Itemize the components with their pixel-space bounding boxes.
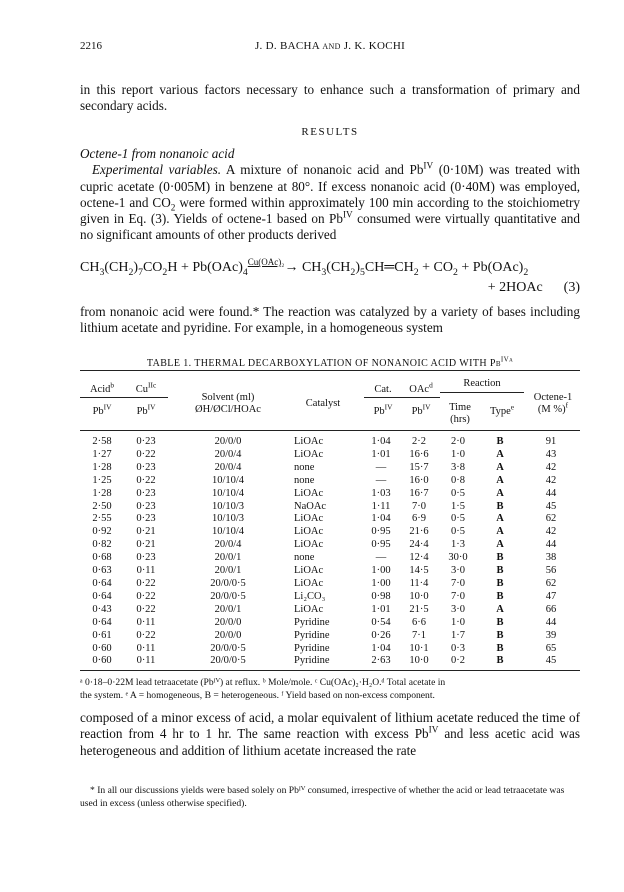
cell-oac: 16·6 [409, 448, 429, 460]
table-row [80, 591, 580, 604]
cell-catalyst: LiOAc [294, 487, 324, 499]
cell-cu: 0·23 [136, 500, 156, 512]
cell-solvent: 10/10/4 [211, 487, 245, 499]
header-oac: OAc$^d$ [409, 380, 433, 395]
cell-catalyst: LiOAc [294, 436, 324, 447]
running-head: J. D. BACHA and J. K. KOCHI [254, 40, 406, 52]
cell-cu: 0·23 [136, 552, 156, 564]
header-cu: $Cu^{IIc}$ [135, 380, 157, 395]
cell-type: A [496, 474, 504, 486]
cell-cat: 1·03 [371, 487, 391, 499]
header-rule-left [80, 397, 168, 398]
cell-cu: 0·22 [136, 629, 156, 641]
cell-octene: 56 [545, 565, 557, 577]
cell-catalyst: Pyridine [294, 655, 330, 667]
cell-cat: 1·01 [371, 448, 391, 460]
data-table [80, 436, 580, 668]
table-row [80, 655, 580, 668]
header-pb-2: $Pb^{IV}$ [136, 402, 156, 417]
cell-solvent: 20/0/1 [214, 552, 242, 564]
cell-acid: 1·25 [92, 474, 112, 486]
cell-cat: 0·95 [371, 526, 391, 538]
cell-cu: 0·22 [136, 577, 156, 589]
cell-cat: 1·04 [371, 642, 391, 654]
cell-catalyst: NaOAc [294, 500, 327, 512]
table-caption: TABLE 1. THERMAL DECARBOXYLATION OF NONANOIC ACID WITH $Pb^{IVa}$ [146, 355, 514, 369]
cell-solvent: 20/0/1 [214, 603, 242, 615]
cell-solvent: 20/0/4 [214, 448, 242, 460]
equation-line-1: $CH_3(CH_2)_7CO_2H + Pb(OAc)_4^{Cu(OAc)_2}\to$ $CH_3(CH_2)_5CH═CH_2 + CO_2 + Pb(OAc)_2$ [80, 257, 529, 278]
cell-oac: 10·0 [409, 590, 429, 602]
table-footnote-2: the system. ᵉ A = homogeneous, B = heterogeneous. ᶠ Yield based on non-excess component. [80, 690, 435, 701]
cell-solvent: 20/0/0 [214, 629, 242, 641]
table-row [80, 488, 580, 501]
cell-octene: 65 [545, 642, 557, 654]
table-row [80, 604, 580, 617]
table-row [80, 630, 580, 643]
cell-oac: 10·1 [409, 642, 429, 654]
cell-cat: 2·63 [371, 655, 391, 667]
cell-octene: 45 [545, 500, 557, 512]
cell-time: 1·0 [451, 448, 465, 460]
cell-type: B [496, 577, 504, 589]
header-type: Type$^e$ [489, 402, 515, 417]
cell-octene: 44 [545, 487, 557, 499]
cell-time: 7·0 [451, 590, 465, 602]
cell-cat: 1·00 [371, 577, 391, 589]
cell-cu: 0·11 [136, 655, 156, 667]
cell-catalyst: LiOAc [294, 539, 324, 551]
table-row [80, 449, 580, 462]
table-row [80, 643, 580, 656]
header-reaction: Reaction [463, 378, 501, 389]
cell-oac: 16·7 [409, 487, 429, 499]
cell-acid: 0·64 [92, 590, 112, 602]
table-row [80, 436, 580, 449]
table-header-rule [80, 430, 580, 431]
cell-cu: 0·23 [136, 487, 156, 499]
cell-catalyst: none [294, 552, 315, 564]
cell-type: B [496, 590, 504, 602]
cell-oac: 21·6 [409, 526, 429, 538]
header-pb-3: $Pb^{IV}$ [373, 402, 393, 417]
cell-oac: 6·9 [412, 513, 426, 525]
cell-cu: 0·23 [136, 513, 156, 525]
cell-acid: 2·55 [92, 513, 112, 525]
cell-type: B [496, 436, 504, 447]
cell-type: B [496, 500, 504, 512]
cell-octene: 43 [545, 448, 557, 460]
table-row [80, 578, 580, 591]
cell-type: A [496, 513, 504, 525]
cell-type: A [496, 539, 504, 551]
table-row [80, 462, 580, 475]
table-row [80, 552, 580, 565]
cell-acid: 1·28 [92, 461, 112, 473]
table-top-rule [80, 370, 580, 371]
cell-acid: 1·27 [92, 448, 112, 460]
cell-octene: 38 [545, 552, 557, 564]
cell-acid: 0·92 [92, 526, 112, 538]
cell-cat: 0·98 [371, 590, 391, 602]
cell-time: 3·0 [451, 603, 465, 615]
cell-catalyst: Pyridine [294, 629, 330, 641]
table-row [80, 475, 580, 488]
table-body [80, 436, 580, 668]
cell-solvent: 20/0/0·5 [210, 590, 246, 602]
cell-type: A [496, 603, 504, 615]
cell-acid: 0·60 [92, 655, 112, 667]
cell-catalyst: LiOAc [294, 603, 324, 615]
cell-type: B [496, 552, 504, 564]
cell-solvent: 20/0/1 [214, 565, 242, 577]
cell-catalyst: LiOAc [294, 565, 324, 577]
equation-3 [80, 257, 580, 300]
cell-oac: 12·4 [409, 552, 429, 564]
header-solvent: Solvent (ml) ØH/ØCl/HOAc [195, 392, 261, 415]
cell-time: 2·0 [451, 436, 465, 447]
cell-octene: 62 [545, 577, 557, 589]
header-rule-mid [364, 397, 440, 398]
table-footnotes [80, 676, 580, 702]
cell-type: B [496, 616, 504, 628]
cell-octene: 44 [545, 616, 557, 628]
paragraph-lead: Experimental variables. [92, 162, 221, 178]
cell-solvent: 20/0/0·5 [210, 655, 246, 667]
cell-time: 0·2 [451, 655, 465, 667]
page-number: 2216 [80, 40, 102, 52]
header-rule-reaction [440, 392, 524, 393]
cell-solvent: 10/10/4 [211, 474, 245, 486]
paragraph-continued: from nonanoic acid were found.* The reaction was catalyzed by a variety of bases including lithium acetate and pyridine. For example, in a homogeneous system [80, 304, 580, 336]
cell-time: 0·5 [451, 513, 465, 525]
header-time: Time (hrs) [449, 402, 471, 425]
cell-type: A [496, 526, 504, 538]
cell-catalyst: LiOAc [294, 513, 324, 525]
cell-cu: 0·11 [136, 616, 156, 628]
cell-cu: 0·23 [136, 436, 156, 447]
cell-acid: 0·61 [92, 629, 112, 641]
cell-cu: 0·22 [136, 590, 156, 602]
table-row [80, 539, 580, 552]
cell-acid: 0·60 [92, 642, 112, 654]
cell-acid: 0·43 [92, 603, 112, 615]
cell-cat: — [375, 461, 387, 473]
cell-type: B [496, 629, 504, 641]
table-row [80, 617, 580, 630]
table-footnote-1: ᵃ 0·18–0·22M lead tetraacetate (Pbᴵⱽ) at reflux. ᵇ Mole/mole. ᶜ Cu(OAc)₂·H₂O.ᵈ Total acetate in [80, 677, 446, 688]
cell-type: B [496, 655, 504, 667]
cell-oac: 24·4 [409, 539, 429, 551]
cell-oac: 14·5 [409, 565, 429, 577]
cell-cat: 0·54 [371, 616, 391, 628]
cell-cat: 0·26 [371, 629, 391, 641]
cell-octene: 42 [545, 461, 557, 473]
cell-cu: 0·22 [136, 603, 156, 615]
cell-octene: 39 [545, 629, 557, 641]
cell-type: B [496, 642, 504, 654]
header-pb-1: $Pb^{IV}$ [92, 402, 112, 417]
cell-catalyst: LiOAc [294, 526, 324, 538]
cell-oac: 21·5 [409, 603, 429, 615]
cell-octene: 62 [545, 513, 557, 525]
cell-octene: 42 [545, 526, 557, 538]
cell-solvent: 10/10/3 [211, 500, 245, 512]
cell-octene: 45 [545, 655, 557, 667]
cell-type: A [496, 461, 504, 473]
cell-oac: 11·4 [409, 577, 429, 589]
cell-catalyst: LiOAc [294, 577, 324, 589]
cell-catalyst: LiOAc [294, 448, 324, 460]
cell-cu: 0·11 [136, 642, 156, 654]
cell-cu: 0·22 [136, 474, 156, 486]
cell-type: A [496, 448, 504, 460]
cell-time: 1·3 [451, 539, 465, 551]
subsection-heading: Octene-1 from nonanoic acid [80, 146, 235, 161]
equation-line-2: + 2HOAc (3) [487, 280, 580, 295]
cell-cat: 1·11 [371, 500, 391, 512]
cell-octene: 44 [545, 539, 557, 551]
cell-oac: 16·0 [409, 474, 429, 486]
cell-octene: 91 [545, 436, 557, 447]
table-bottom-rule [80, 670, 580, 671]
cell-type: B [496, 565, 504, 577]
cell-oac: 7·0 [412, 500, 426, 512]
cell-acid: 0·82 [92, 539, 112, 551]
cell-oac: 10·0 [409, 655, 429, 667]
cell-type: A [496, 487, 504, 499]
cell-oac: 6·6 [412, 616, 426, 628]
paragraph-experimental: Experimental variables. A mixture of nonanoic acid and $Pb^{IV}$ (0·10M) was treated with cupric acetate (0·005M) in benzene at 80°. If excess nonanoic acid (0·40M) was employed, octene-1 and $CO_2$ were formed within approximately 100 min according to the stoichiometry given in Eq. (3). Yields of octene-1 based on $Pb^{IV}$ consumed were virtually quantitative and no significant amounts of other products derived [80, 160, 580, 243]
cell-octene: 42 [545, 474, 557, 486]
cell-time: 0·5 [451, 526, 465, 538]
cell-oac: 2·2 [412, 436, 426, 447]
header-pb-4: $Pb^{IV}$ [411, 402, 431, 417]
cell-time: 0·5 [451, 487, 465, 499]
cell-solvent: 20/0/0 [214, 436, 242, 447]
equation-number: (3) [563, 280, 580, 295]
cell-time: 7·0 [451, 577, 465, 589]
cell-time: 30·0 [448, 552, 468, 564]
cell-oac: 15·7 [409, 461, 429, 473]
cell-solvent: 10/10/3 [211, 513, 245, 525]
cell-cu: 0·22 [136, 448, 156, 460]
cell-solvent: 20/0/0·5 [210, 577, 246, 589]
cell-octene: 66 [545, 603, 557, 615]
cell-cu: 0·11 [136, 565, 156, 577]
cell-acid: 0·68 [92, 552, 112, 564]
cell-acid: 2·58 [92, 436, 112, 447]
cell-cu: 0·23 [136, 461, 156, 473]
cell-cat: 0·95 [371, 539, 391, 551]
cell-acid: 2·50 [92, 500, 112, 512]
cell-solvent: 20/0/4 [214, 461, 242, 473]
cell-cat: 1·04 [371, 513, 391, 525]
cell-solvent: 20/0/4 [214, 539, 242, 551]
intro-paragraph: in this report various factors necessary to enhance such a transformation of primary and secondary acids. [80, 82, 580, 114]
cell-time: 1·7 [451, 629, 465, 641]
cell-time: 3·0 [451, 565, 465, 577]
cell-time: 0·3 [451, 642, 465, 654]
cell-catalyst: Pyridine [294, 642, 330, 654]
cell-catalyst: Pyridine [294, 616, 330, 628]
paragraph-after-table: composed of a minor excess of acid, a molar equivalent of lithium acetate reduced the time of reaction from 4 hr to 1 hr. The same reaction with excess $Pb^{IV}$ and less acetic acid was heterogeneous and addition of lithium acetate increased the rate [80, 710, 581, 758]
cell-time: 3·8 [451, 461, 465, 473]
cell-catalyst: Li₂CO₃ [294, 590, 326, 602]
results-text [80, 146, 580, 244]
section-heading: RESULTS [301, 126, 359, 138]
cell-catalyst: none [294, 461, 315, 473]
table-row [80, 513, 580, 526]
cell-time: 1·0 [451, 616, 465, 628]
cell-time: 0·8 [451, 474, 465, 486]
equation-catalyst: Cu(OAc)₂ [247, 257, 285, 267]
table-row [80, 526, 580, 539]
cell-acid: 1·28 [92, 487, 112, 499]
cell-cat: 1·00 [371, 565, 391, 577]
cell-cat: 1·01 [371, 603, 391, 615]
table-row [80, 565, 580, 578]
cell-solvent: 20/0/0 [214, 616, 242, 628]
page-footnote: * In all our discussions yields were based solely on Pbᴵⱽ consumed, irrespective of whether the acid or lead tetraacetate was used in excess (unless otherwise specified). [80, 785, 565, 809]
cell-cat: — [375, 474, 387, 486]
cell-catalyst: none [294, 474, 315, 486]
cell-solvent: 10/10/4 [211, 526, 245, 538]
cell-acid: 0·64 [92, 577, 112, 589]
cell-cat: 1·04 [371, 436, 391, 447]
table-row [80, 501, 580, 514]
cell-acid: 0·63 [92, 565, 112, 577]
cell-time: 1·5 [451, 500, 465, 512]
page-header [80, 40, 580, 56]
header-octene: Octene-1 (M %)$^f$ [533, 392, 573, 415]
header-acid: Acid$^b$ [89, 380, 115, 395]
header-catalyst: Catalyst [305, 398, 341, 409]
cell-octene: 47 [545, 590, 557, 602]
header-cat: Cat. [374, 384, 392, 395]
cell-cat: — [375, 552, 387, 564]
cell-oac: 7·1 [412, 629, 426, 641]
cell-cu: 0·21 [136, 539, 156, 551]
cell-solvent: 20/0/0·5 [210, 642, 246, 654]
cell-cu: 0·21 [136, 526, 156, 538]
cell-acid: 0·64 [92, 616, 112, 628]
